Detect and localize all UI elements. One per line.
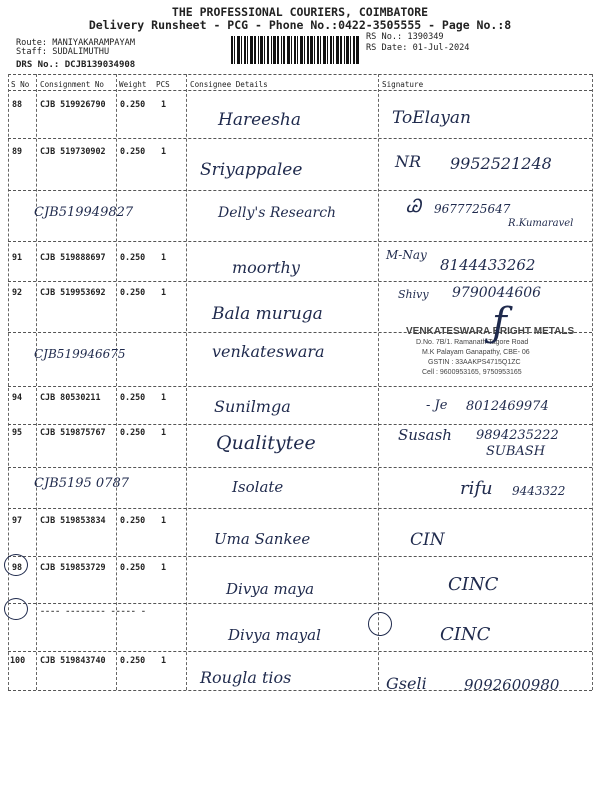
row-consignment: CJB 519853834 [40,515,106,525]
signature-scribble: Susash [398,426,452,444]
header-consignment: Consignment No [40,80,105,89]
stamp-phone: Cell : 9600953165, 9750953165 [422,369,522,376]
consignee-handwriting: Delly's Research [218,205,337,221]
row-sno: 89 [12,146,23,156]
rs-date: RS Date: 01-Jul-2024 [366,43,470,53]
row-pcs: 1 [161,146,167,156]
consignee-handwriting: Qualitytee [216,432,316,454]
row-consignment: CJB 80530211 [40,392,101,402]
signature-scribble: M-Nay [386,248,427,262]
consignee-handwriting: Sriyappalee [200,160,303,180]
row-rule [8,241,592,242]
row-pcs: 1 [161,562,167,572]
row-consignment: CJB 519953692 [40,287,106,297]
consignee-handwriting: Bala muruga [212,304,323,324]
row-weight: 0.250 [120,146,146,156]
col-rule-sno [36,74,37,690]
row-consignment: CJB 519888697 [40,252,106,262]
consignee-handwriting: Isolate [232,478,284,496]
consignee-handwriting: Divya mayal [228,626,321,644]
consignee-handwriting: Rougla tios [200,668,292,687]
row-sno: 98 [12,562,23,572]
row-weight: 0.250 [120,252,146,262]
header-consignee: Consignee Details [190,80,268,89]
row-rule [8,190,592,191]
table-top-rule [8,74,592,75]
row-consignment: CJB 519730902 [40,146,106,156]
row-rule [8,603,592,604]
handwritten-consignment: CJB519949827 [34,205,134,220]
table-header-rule [8,90,592,91]
signature-stroke: ƒ [492,300,507,346]
signature-handwriting: CINC [448,574,499,595]
company-title: THE PROFESSIONAL COURIERS, COIMBATORE [171,5,429,19]
signature-scribble: Ꮚ [406,196,422,217]
signature-handwriting: 9952521248 [450,154,552,173]
staff-label: Staff: SUDALIMUTHU [16,47,110,57]
signature-name: Gseli [386,674,427,693]
row-pcs: 1 [161,287,167,297]
col-rule-weight [186,74,187,690]
barcode-image [231,36,359,64]
row-sno: 94 [12,392,23,402]
stamp-address-line: M.K Palayam Ganapathy, CBE- 06 [422,349,530,356]
consignee-handwriting: Hareesha [218,110,302,130]
consignee-handwriting: Divya maya [226,580,315,598]
row-rule [8,508,592,509]
handwritten-consignment: CJB5195 0787 [34,476,130,491]
header-sno: S No [11,80,30,89]
row-weight: 0.250 [120,655,146,665]
row-weight: 0.250 [120,427,146,437]
signature-handwriting: CINC [440,624,491,645]
consignee-handwriting: venkateswara [212,342,325,361]
circle-mark [368,612,392,636]
signature-handwriting: 9790044606 [452,285,542,301]
signature-scribble: - Je [426,398,448,413]
row-consignment: CJB 519853729 [40,562,106,572]
row-weight: 0.250 [120,99,146,109]
col-rule-consignee [378,74,379,690]
signature-handwriting: 9092600980 [464,676,560,694]
row-pcs: 1 [161,252,167,262]
row-sno: 92 [12,287,23,297]
row-sno: 100 [10,655,26,665]
header-weight: Weight [119,80,147,89]
row-consignment: CJB 519875767 [40,427,106,437]
row-rule [8,556,592,557]
signature-handwriting: 9677725647 [434,202,511,216]
row-rule [8,467,592,468]
signature-name: SUBASH [486,444,546,459]
circle-mark [4,598,28,620]
route-label: Route: MANIYAKARAMPAYAM [16,38,135,48]
row-weight: 0.250 [120,515,146,525]
row-weight: 0.250 [120,287,146,297]
row-sno: 91 [12,252,23,262]
signature-handwriting: 8144433262 [440,256,536,274]
signature-handwriting: 8012469974 [466,399,549,414]
stamp-company-name: VENKATESWARA BRIGHT METALS [406,326,575,337]
stamp-gstin: GSTIN : 33AAKPS4715Q1ZC [428,359,521,366]
row-rule [8,651,592,652]
runsheet-title: Delivery Runsheet - PCG - Phone No.:0422-3505555 - Page No.:8 [88,18,512,32]
col-rule-left [8,74,9,690]
header-pcs: PCS [156,80,170,89]
col-rule-consignment [116,74,117,690]
row-rule [8,138,592,139]
signature-handwriting: CIN [410,530,445,550]
row-sno: 88 [12,99,23,109]
row-pcs: 1 [161,99,167,109]
col-rule-right [592,74,593,690]
row-rule [8,424,592,425]
row-consignment: CJB 519926790 [40,99,106,109]
signature-handwriting: ToElayan [392,108,471,128]
row-consignment: CJB 519843740 [40,655,106,665]
row-consignment: ---- -------- ----- - [40,606,146,616]
row-pcs: 1 [161,392,167,402]
row-pcs: 1 [161,515,167,525]
drs-number: DRS No.: DCJB139034908 [16,60,136,70]
row-sno: 95 [12,427,23,437]
signature-scribble: rifu [460,478,493,499]
signature-handwriting: 9443322 [512,484,566,498]
signature-scribble: Shivy [398,288,429,301]
signature-handwriting: 9894235222 [476,428,559,443]
company-stamp [392,322,588,386]
row-weight: 0.250 [120,562,146,572]
rs-number: RS No.: 1390349 [366,32,444,42]
row-pcs: 1 [161,655,167,665]
row-weight: 0.250 [120,392,146,402]
row-rule [8,386,592,387]
row-rule [8,281,592,282]
consignee-handwriting: Sunilmga [214,397,291,416]
signature-scribble: NR [395,152,422,171]
row-pcs: 1 [161,427,167,437]
stamp-address-line: D.No. 7B/1. Ramanath Tagore Road [416,339,529,346]
consignee-handwriting: moorthy [232,258,300,277]
signature-name: R.Kumaravel [508,218,574,229]
header-signature: Signature [382,80,424,89]
handwritten-consignment: CJB519946675 [34,347,126,361]
row-sno: 97 [12,515,23,525]
consignee-handwriting: Uma Sankee [214,530,311,548]
